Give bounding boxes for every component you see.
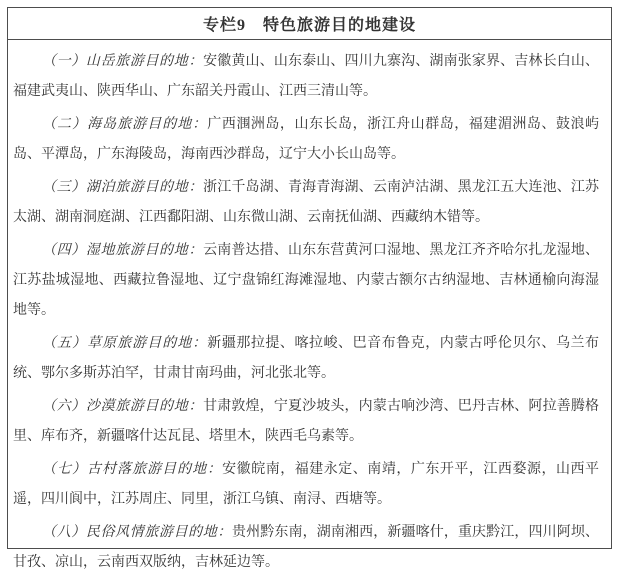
item-label: （一）山岳旅游目的地： [42,54,204,69]
item-label: （三）湖泊旅游目的地： [42,180,204,195]
list-item [13,392,599,452]
item-label: （四）湿地旅游目的地： [42,243,204,258]
item-text: 云南普达措、山东东营黄河口湿地、黑龙江齐齐哈尔扎龙湿地、江苏盐城湿地、西藏拉鲁湿地、辽宁盘锦红海滩湿地、内蒙古额尔古纳湿地、吉林通榆向海湿地等。 [13,243,599,318]
list-item [13,236,599,326]
item-text: 新疆那拉提、喀拉峻、巴音布鲁克，内蒙古呼伦贝尔、乌兰布统、鄂尔多斯苏泊罕，甘肃甘南玛曲，河北张北等。 [13,336,599,381]
item-label: （二）海岛旅游目的地： [42,117,208,132]
item-text: 贵州黔东南，湖南湘西，新疆喀什，重庆黔江，四川阿坝、甘孜、凉山，云南西双版纳，吉林延边等。 [13,525,600,570]
item-text: 安徽黄山、山东泰山、四川九寨沟、湖南张家界、吉林长白山、福建武夷山、陕西华山、广东韶关丹霞山、江西三清山等。 [13,54,599,99]
item-text: 广西涠洲岛，山东长岛，浙江舟山群岛，福建湄洲岛、鼓浪屿岛、平潭岛，广东海陵岛，海南西沙群岛，辽宁大小长山岛等。 [13,117,599,162]
box-body [8,40,611,578]
item-text: 浙江千岛湖、青海青海湖、云南泸沽湖、黑龙江五大连池、江苏太湖、湖南洞庭湖、江西鄱阳湖、山东微山湖、云南抚仙湖、西藏纳木错等。 [13,180,599,225]
list-item [13,329,599,389]
item-text: 甘肃敦煌，宁夏沙坡头，内蒙古响沙湾、巴丹吉林、阿拉善腾格里、库布齐，新疆喀什达瓦昆、塔里木，陕西毛乌素等。 [13,399,599,444]
feature-box [7,7,612,570]
item-label: （五）草原旅游目的地： [42,336,208,351]
item-label: （八）民俗风情旅游目的地： [42,525,233,540]
item-text: 安徽皖南，福建永定、南靖，广东开平，江西婺源，山西平遥，四川阆中，江苏周庄、同里，浙江乌镇、南浔、西塘等。 [13,462,600,507]
list-item [13,455,599,515]
list-item [13,518,599,578]
item-label: （六）沙漠旅游目的地： [42,399,204,414]
list-item [13,173,599,233]
item-label: （七）古村落旅游目的地： [42,462,223,477]
box-title: 专栏9 特色旅游目的地建设 [202,17,416,34]
box-header [8,8,611,40]
list-item [13,47,599,107]
list-item [13,110,599,170]
